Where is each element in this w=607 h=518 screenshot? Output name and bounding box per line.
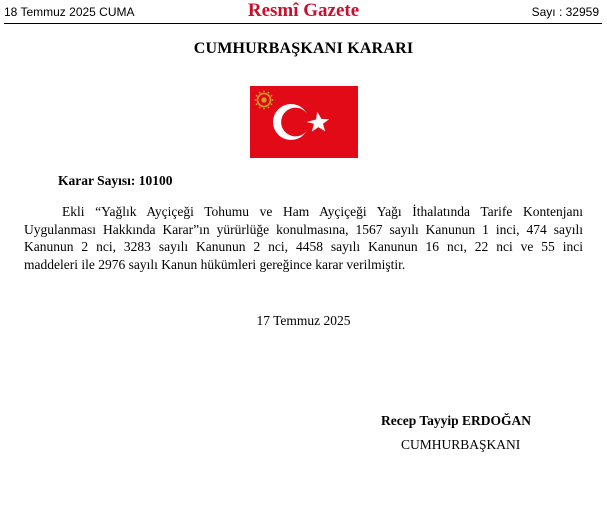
body-line: maddeleri ile 2976 sayılı Kanun hükümleri gereğince karar verilmiştir. (24, 256, 406, 272)
body-line: Uygulanması Hakkında Karar”ın yürürlüğe konulmasına, 1567 sayılı Kanunun 1 inci, 474 sayılı (24, 221, 583, 237)
signer-title: CUMHURBAŞKANI (401, 437, 521, 452)
header-divider (4, 23, 602, 24)
header-date: 18 Temmuz 2025 CUMA (4, 5, 135, 19)
document-title: CUMHURBAŞKANI KARARI (193, 40, 414, 57)
decision-date: 17 Temmuz 2025 (256, 313, 351, 328)
body-line: Kanunun 2 nci, 3283 sayılı Kanunun 2 nci, 4458 sayılı Kanunun 16 ncı, 22 nci ve 55 inci (24, 239, 583, 254)
decision-body (24, 203, 583, 273)
decision-number: Karar Sayısı: 10100 (58, 173, 173, 188)
turkish-flag-icon (250, 86, 358, 158)
signer-name: Recep Tayyip ERDOĞAN (381, 413, 532, 428)
gazette-title: Resmî Gazete (247, 0, 360, 21)
issue-number: Sayı : 32959 (531, 5, 599, 19)
body-line: Ekli “Yağlık Ayçiçeği Tohumu ve Ham Ayçiçeği Yağı İthalatında Tarife Kontenjanı (62, 204, 583, 219)
